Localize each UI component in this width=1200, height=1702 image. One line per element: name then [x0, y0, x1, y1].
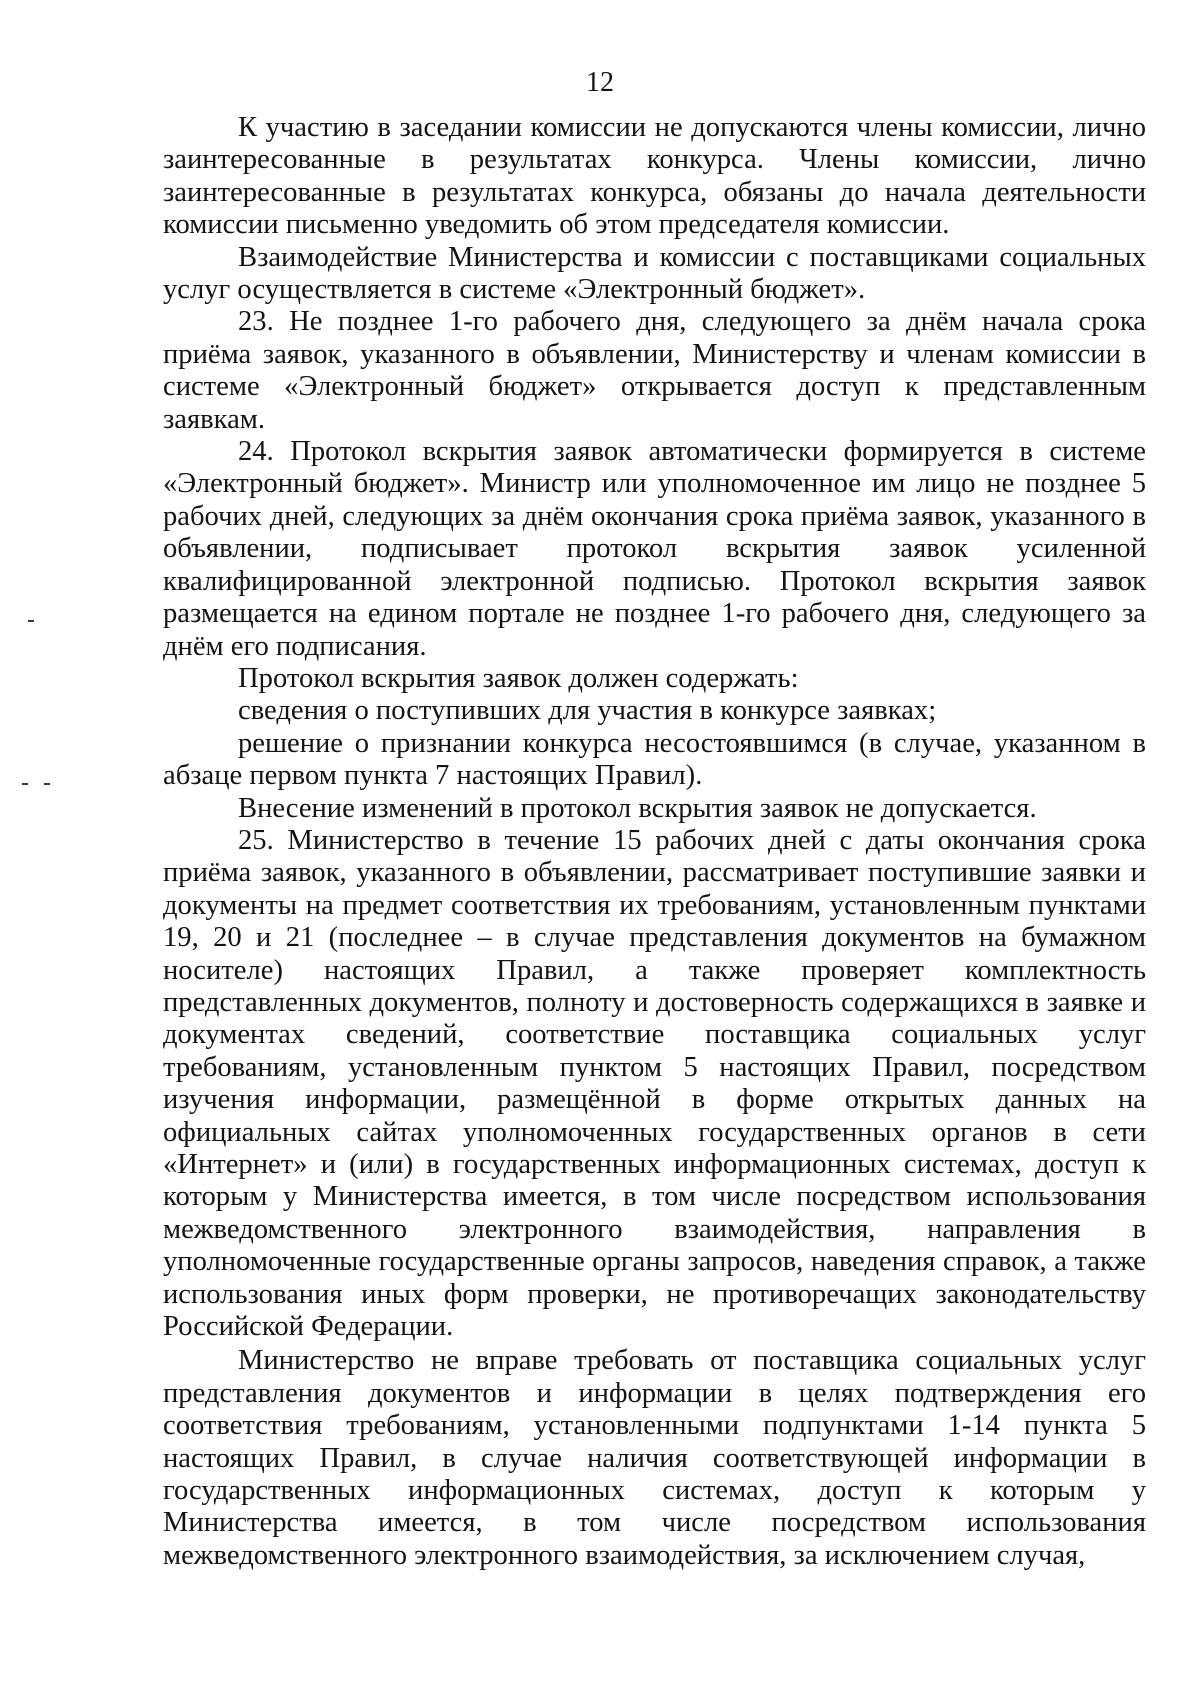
paragraph-received-applications: сведения о поступивших для участия в конкурсе заявках; — [238, 695, 937, 727]
paragraph-item-23: 23. Не позднее 1-го рабочего дня, следующего за днём начала срока приёма заявок, указанного в объявлении, Министерству и членам комиссии в системе «Электронный бюджет» открывается доступ к представленным заявкам. — [163, 306, 1146, 435]
document-body — [163, 112, 1146, 1572]
scan-artifact-mark — [44, 783, 50, 785]
paragraph-commission-participation: К участию в заседании комиссии не допускаются члены комиссии, лично заинтересованные в результатах конкурса. Члены комиссии, лично заинтересованные в результатах конкурса, обязаны до начала деятельности комиссии письменно уведомить об этом председателя комиссии. — [163, 112, 1146, 241]
scan-artifact-mark — [28, 620, 34, 622]
paragraph-electronic-budget-interaction: Взаимодействие Министерства и комиссии с поставщиками социальных услуг осуществляется в системе «Электронный бюджет». — [163, 241, 1146, 306]
paragraph-item-24: 24. Протокол вскрытия заявок автоматически формируется в системе «Электронный бюджет». Министр или уполномоченное им лицо не позднее 5 рабочих дней, следующих за днём окончания срока приёма заявок, указанного в объявлении, подписывает протокол вскрытия заявок усиленной квалифицированной электронной подписью. Протокол вскрытия заявок размещается на едином портале не позднее 1-го рабочего дня, следующего за днём его подписания. — [163, 436, 1146, 662]
paragraph-failed-contest: решение о признании конкурса несостоявшимся (в случае, указанном в абзаце первом пункта 7 настоящих Правил). — [163, 727, 1146, 792]
paragraph-ministry-not-entitled: Министерство не вправе требовать от поставщика социальных услуг представления документов и информации в целях подтверждения его соответствия требованиям, установленными подпунктами 1-14 пункта 5 настоящих Правил, в случае наличия соответствующей информации в государственных информационных системах, доступ к которым у Министерства имеется, в том числе посредством использования межведомственного электронного взаимодействия, за исключением случая, — [163, 1345, 1146, 1571]
scan-artifact-mark — [22, 783, 28, 785]
page-number: 12 — [586, 67, 614, 98]
paragraph-item-25: 25. Министерство в течение 15 рабочих дней с даты окончания срока приёма заявок, указанного в объявлении, рассматривает поступившие заявки и документы на предмет соответствия их требованиям, установленным пунктами 19, 20 и 21 (последнее – в случае представления документов на бумажном носителе) настоящих Правил, а также проверяет комплектность представленных документов, полноту и достоверность содержащихся в заявке и документах сведений, соответствие поставщика социальных услуг требованиям, установленным пунктом 5 настоящих Правил, посредством изучения информации, размещённой в форме открытых данных на официальных сайтах уполномоченных государственных органов в сети «Интернет» и (или) в государственных информационных системах, доступ к которым у Министерства имеется, в том числе посредством использования межведомственного электронного взаимодействия, направления в уполномоченные государственные органы запросов, наведения справок, а также использования иных форм проверки, не противоречащих законодательству Российской Федерации. — [163, 824, 1146, 1343]
paragraph-protocol-contents: Протокол вскрытия заявок должен содержать: — [238, 662, 799, 694]
paragraph-no-changes: Внесение изменений в протокол вскрытия заявок не допускается. — [238, 792, 1037, 824]
